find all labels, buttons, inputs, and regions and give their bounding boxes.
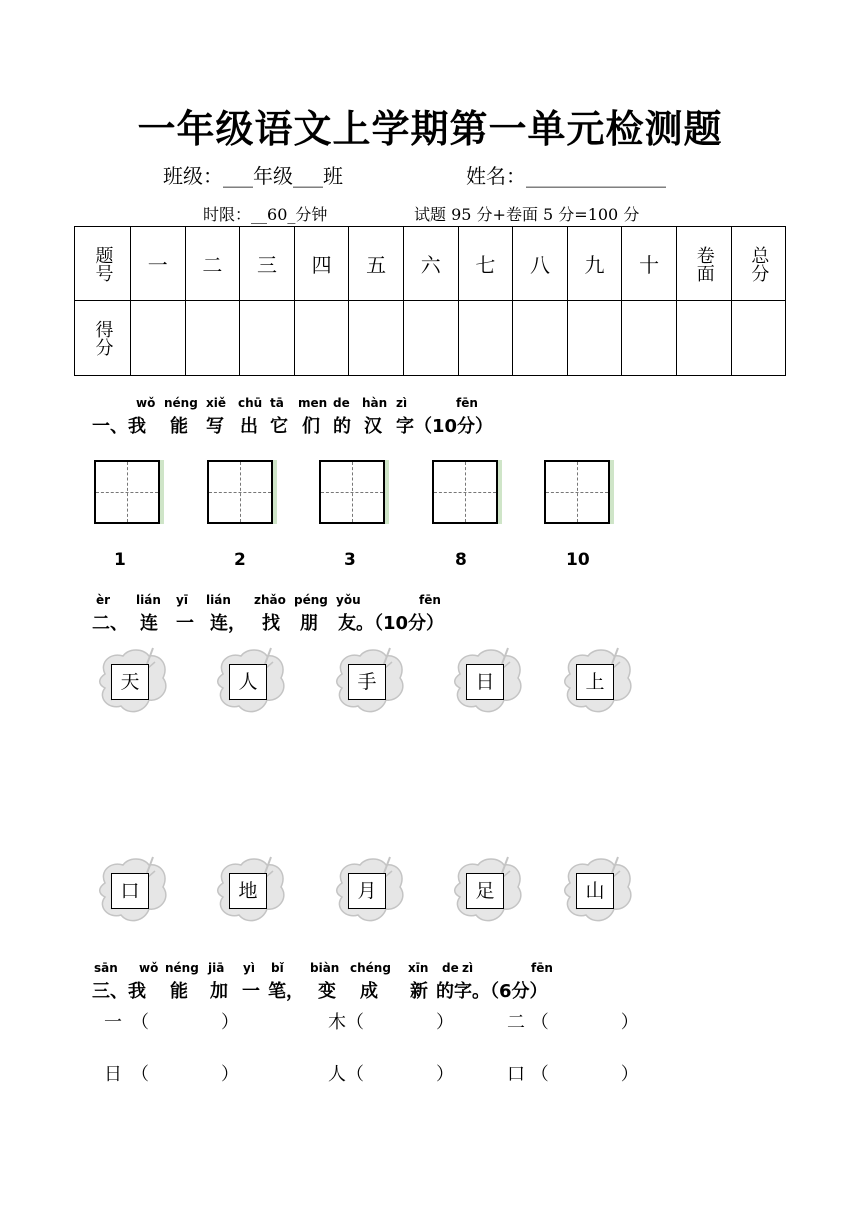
top-leaf-char: 上 — [576, 664, 614, 700]
pinyin: jiā — [208, 961, 225, 975]
name-label: 姓名： — [466, 164, 526, 188]
add-stroke-item[interactable]: 二 （ ） — [507, 1012, 639, 1033]
section1-heading — [0, 412, 860, 436]
heading-char: 一 — [242, 981, 260, 1002]
heading-char: 笔， — [268, 981, 304, 1002]
section3-pinyin — [0, 961, 860, 977]
grid-number-4: 8 — [455, 550, 467, 570]
bottom-leaf-4[interactable] — [450, 853, 526, 927]
add-stroke-item[interactable]: 木（ ） — [328, 1012, 454, 1033]
pinyin: zhǎo — [254, 593, 286, 607]
heading-char: 写 — [206, 416, 224, 437]
pinyin: chéng — [350, 961, 391, 975]
header-cell-8: 八 — [513, 227, 568, 301]
writing-grid-4[interactable] — [432, 460, 498, 524]
top-leaf-5[interactable] — [560, 644, 636, 718]
header-cell-total: 总分 — [731, 227, 786, 301]
score-cell[interactable] — [513, 301, 568, 376]
top-leaf-2[interactable] — [213, 644, 289, 718]
top-leaf-char: 手 — [348, 664, 386, 700]
score-cell[interactable] — [567, 301, 622, 376]
pinyin: chū — [238, 396, 263, 410]
grid-number-2: 2 — [234, 550, 246, 570]
heading-char: 能 — [170, 981, 188, 1002]
add-stroke-item[interactable]: 人（ ） — [328, 1064, 454, 1085]
add-stroke-item[interactable]: 口 （ ） — [507, 1064, 639, 1085]
pinyin: fēn — [419, 593, 441, 607]
grid-shadow — [273, 460, 277, 524]
grid-shadow — [498, 460, 502, 524]
score-cell[interactable] — [622, 301, 677, 376]
header-cell-neatness: 卷面 — [676, 227, 731, 301]
pinyin: néng — [165, 961, 199, 975]
heading-char: 的 — [333, 416, 351, 437]
score-cell[interactable] — [731, 301, 786, 376]
heading-char: 加 — [210, 981, 228, 1002]
heading-char: 字（10分） — [396, 416, 494, 437]
pinyin: bǐ — [271, 961, 284, 975]
grade-word: 年级 — [253, 164, 293, 188]
heading-char: 能 — [170, 416, 188, 437]
header-cell-6: 六 — [403, 227, 458, 301]
grid-shadow — [610, 460, 614, 524]
header-cell-3: 三 — [240, 227, 295, 301]
score-cell[interactable] — [458, 301, 513, 376]
pinyin: hàn — [362, 396, 388, 410]
pinyin: sān — [94, 961, 118, 975]
section2-pinyin — [0, 593, 860, 609]
pinyin: lián — [206, 593, 231, 607]
top-leaf-1[interactable] — [95, 644, 171, 718]
score-cell[interactable] — [349, 301, 404, 376]
time-limit — [203, 202, 327, 225]
heading-char: 连， — [210, 613, 246, 634]
heading-char: 它 — [270, 416, 288, 437]
class-blank-grade[interactable]: ___ — [223, 164, 253, 188]
pinyin: de — [442, 961, 459, 975]
score-cell[interactable] — [240, 301, 295, 376]
bottom-leaf-char: 月 — [348, 873, 386, 909]
bottom-leaf-char: 足 — [466, 873, 504, 909]
pinyin: tā — [270, 396, 284, 410]
score-cell[interactable] — [676, 301, 731, 376]
top-leaf-4[interactable] — [450, 644, 526, 718]
heading-char: 一 — [176, 613, 194, 634]
pinyin: yī — [176, 593, 188, 607]
header-cell-question: 题号 — [75, 227, 131, 301]
writing-grid-5[interactable] — [544, 460, 610, 524]
heading-char: 二、 — [92, 613, 128, 634]
heading-char: 的字。（6分） — [436, 981, 548, 1002]
header-cell-7: 七 — [458, 227, 513, 301]
heading-char: 友。（10分） — [338, 613, 445, 634]
bottom-leaf-5[interactable] — [560, 853, 636, 927]
score-cell[interactable] — [403, 301, 458, 376]
heading-char: 成 — [360, 981, 378, 1002]
section1-pinyin — [0, 396, 860, 412]
top-leaf-char: 日 — [466, 664, 504, 700]
time-value: __60_分钟 — [251, 205, 328, 224]
class-field — [163, 160, 343, 189]
heading-char: 找 — [262, 613, 280, 634]
heading-char: 连 — [140, 613, 158, 634]
pinyin: néng — [164, 396, 198, 410]
heading-char: 一、我 — [92, 416, 146, 437]
pinyin: lián — [136, 593, 161, 607]
section3-heading — [0, 977, 860, 1001]
pinyin: péng — [294, 593, 328, 607]
bottom-leaf-1[interactable] — [95, 853, 171, 927]
heading-char: 汉 — [364, 416, 382, 437]
heading-char: 三、我 — [92, 981, 146, 1002]
add-stroke-item[interactable]: 一 （ ） — [104, 1012, 239, 1033]
name-blank[interactable]: ______________ — [526, 164, 666, 188]
class-label: 班级： — [163, 164, 223, 188]
score-cell[interactable] — [185, 301, 240, 376]
heading-char: 变 — [318, 981, 336, 1002]
pinyin: biàn — [310, 961, 340, 975]
bottom-leaf-char: 山 — [576, 873, 614, 909]
grid-number-3: 3 — [344, 550, 356, 570]
score-table-score-row — [75, 301, 786, 376]
bottom-leaf-char: 口 — [111, 873, 149, 909]
writing-grid-3[interactable] — [319, 460, 385, 524]
pinyin: wǒ — [136, 396, 156, 410]
bottom-leaf-2[interactable] — [213, 853, 289, 927]
top-leaf-char: 天 — [111, 664, 149, 700]
class-word: 班 — [323, 164, 343, 188]
header-cell-2: 二 — [185, 227, 240, 301]
pinyin: wǒ — [139, 961, 159, 975]
header-cell-5: 五 — [349, 227, 404, 301]
header-cell-4: 四 — [294, 227, 349, 301]
pinyin: xiě — [206, 396, 226, 410]
pinyin: men — [298, 396, 328, 410]
time-label: 时限： — [203, 205, 252, 224]
add-stroke-item[interactable]: 日 （ ） — [104, 1064, 239, 1085]
header-cell-1: 一 — [131, 227, 186, 301]
bottom-leaf-3[interactable] — [332, 853, 408, 927]
pinyin: xīn — [408, 961, 429, 975]
top-leaf-3[interactable] — [332, 644, 408, 718]
score-table — [74, 226, 786, 376]
pinyin: zì — [462, 961, 474, 975]
writing-grid-2[interactable] — [207, 460, 273, 524]
grid-number-5: 10 — [566, 550, 590, 570]
class-blank-class[interactable]: ___ — [293, 164, 323, 188]
grid-shadow — [160, 460, 164, 524]
name-field — [466, 160, 666, 189]
pinyin: de — [333, 396, 350, 410]
heading-char: 朋 — [300, 613, 318, 634]
pinyin: zì — [396, 396, 408, 410]
heading-char: 出 — [240, 416, 258, 437]
heading-char: 们 — [302, 416, 320, 437]
grid-shadow — [385, 460, 389, 524]
score-table-header-row — [75, 227, 786, 301]
pinyin: èr — [96, 593, 111, 607]
heading-char: 新 — [410, 981, 428, 1002]
pinyin: yì — [243, 961, 255, 975]
section2-heading — [0, 609, 860, 633]
header-cell-9: 九 — [567, 227, 622, 301]
bottom-leaf-char: 地 — [229, 873, 267, 909]
pinyin: fēn — [456, 396, 478, 410]
pinyin: yǒu — [336, 593, 361, 607]
grid-number-1: 1 — [114, 550, 126, 570]
score-note: 试题 95 分+卷面 5 分=100 分 — [414, 205, 640, 224]
top-leaf-char: 人 — [229, 664, 267, 700]
score-cell[interactable] — [294, 301, 349, 376]
score-row-label: 得分 — [75, 301, 131, 376]
score-cell[interactable] — [131, 301, 186, 376]
pinyin: fēn — [531, 961, 553, 975]
writing-grid-1[interactable] — [94, 460, 160, 524]
header-cell-10: 十 — [622, 227, 677, 301]
page-title: 一年级语文上学期第一单元检测题 — [137, 107, 723, 151]
